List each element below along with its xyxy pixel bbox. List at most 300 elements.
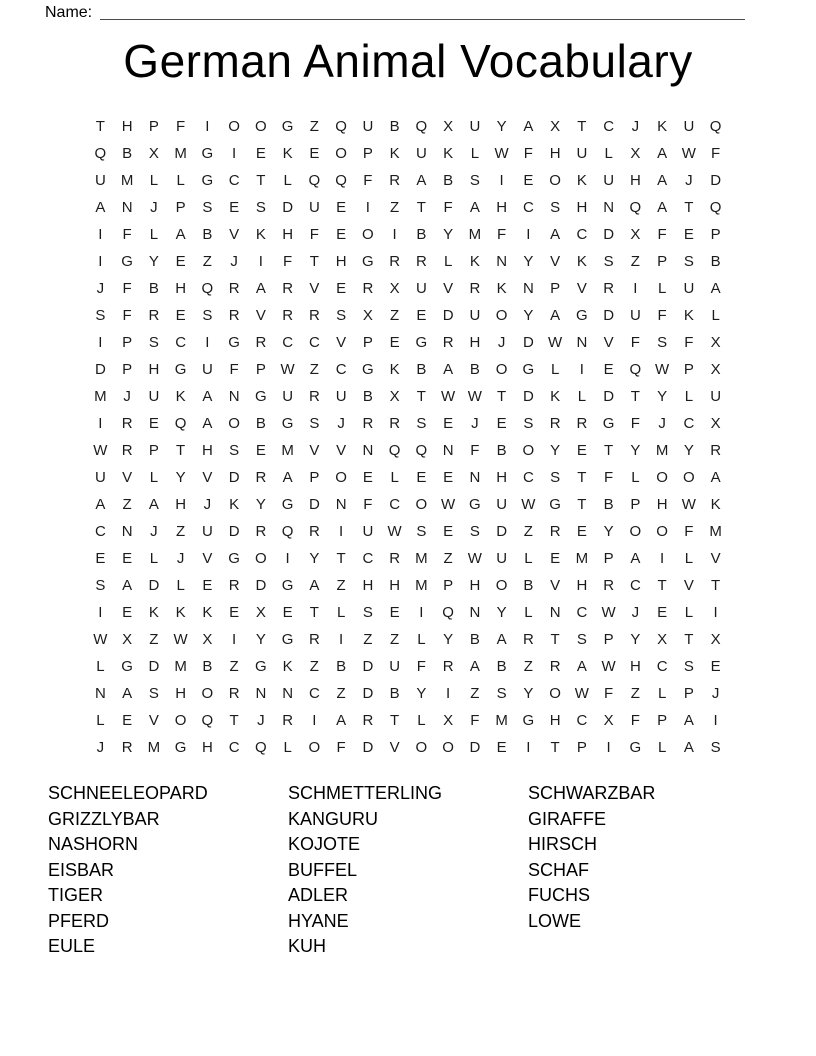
- grid-letter: V: [122, 469, 133, 486]
- grid-letter: R: [148, 307, 160, 324]
- grid-letter: O: [656, 523, 668, 540]
- grid-letter: Y: [683, 442, 694, 459]
- grid-letter: A: [309, 577, 320, 594]
- grid-letter: Y: [523, 307, 534, 324]
- grid-letter: R: [308, 523, 320, 540]
- grid-letter: T: [416, 388, 426, 405]
- grid-letter: M: [147, 739, 161, 756]
- grid-letter: B: [496, 658, 507, 675]
- grid-letter: R: [255, 469, 267, 486]
- grid-letter: F: [443, 199, 453, 216]
- grid-letter: D: [362, 658, 374, 675]
- grid-letter: A: [148, 496, 159, 513]
- grid-letter: R: [389, 415, 401, 432]
- grid-letter: A: [710, 469, 721, 486]
- grid-letter: Y: [523, 685, 534, 702]
- grid-letter: E: [576, 523, 587, 540]
- grid-letter: X: [630, 226, 641, 243]
- grid-letter: E: [175, 253, 186, 270]
- grid-letter: H: [175, 496, 187, 513]
- grid-letter: K: [202, 604, 213, 621]
- grid-letter: F: [122, 280, 132, 297]
- grid-letter: E: [282, 604, 293, 621]
- grid-letter: Z: [390, 631, 400, 648]
- grid-letter: M: [468, 226, 482, 243]
- grid-letter: F: [497, 226, 507, 243]
- grid-letter: G: [174, 739, 187, 756]
- grid-letter: T: [95, 118, 105, 135]
- grid-letter: C: [576, 226, 588, 243]
- grid-letter: E: [603, 361, 614, 378]
- word-list-item: GRIZZLYBAR: [48, 808, 160, 829]
- grid-letter: Q: [415, 442, 428, 459]
- grid-letter: J: [150, 199, 158, 216]
- grid-letter: B: [443, 172, 454, 189]
- grid-letter: D: [442, 307, 454, 324]
- grid-letter: X: [443, 712, 454, 729]
- word-list-item: EISBAR: [48, 859, 115, 880]
- grid-letter: V: [710, 550, 721, 567]
- grid-letter: Z: [149, 631, 159, 648]
- grid-letter: O: [308, 739, 321, 756]
- grid-letter: K: [229, 496, 240, 513]
- grid-letter: U: [308, 199, 320, 216]
- grid-letter: O: [255, 118, 267, 135]
- grid-letter: B: [496, 442, 507, 459]
- grid-letter: L: [283, 739, 292, 756]
- grid-letter: L: [524, 604, 533, 621]
- grid-letter: U: [496, 550, 508, 567]
- grid-letter: H: [389, 577, 401, 594]
- page-title: German Animal Vocabulary: [123, 35, 693, 87]
- grid-letter: K: [148, 604, 159, 621]
- grid-letter: H: [496, 469, 508, 486]
- grid-letter: K: [576, 172, 587, 189]
- grid-letter: H: [469, 334, 481, 351]
- grid-letter: W: [441, 388, 456, 405]
- grid-letter: L: [657, 739, 667, 756]
- grid-letter: Y: [496, 118, 507, 135]
- grid-letter: C: [228, 172, 240, 189]
- grid-letter: H: [629, 658, 641, 675]
- grid-letter: W: [548, 334, 563, 351]
- grid-letter: L: [336, 604, 346, 621]
- grid-letter: Q: [442, 604, 454, 621]
- grid-letter: A: [122, 685, 133, 702]
- grid-letter: W: [601, 604, 616, 621]
- grid-letter: F: [604, 685, 614, 702]
- grid-letter: S: [255, 199, 266, 216]
- word-list-item: LOWE: [528, 910, 582, 931]
- grid-letter: I: [392, 226, 397, 243]
- word-list-item: KOJOTE: [288, 834, 361, 854]
- grid-letter: M: [120, 172, 134, 189]
- grid-letter: H: [469, 577, 481, 594]
- grid-letter: E: [122, 604, 133, 621]
- grid-letter: Y: [630, 442, 641, 459]
- grid-letter: Z: [229, 658, 239, 675]
- grid-letter: Y: [443, 226, 454, 243]
- grid-letter: F: [176, 118, 186, 135]
- grid-letter: P: [148, 442, 159, 459]
- grid-letter: M: [174, 145, 187, 162]
- grid-letter: C: [522, 199, 534, 216]
- grid-letter: G: [121, 658, 133, 675]
- grid-letter: R: [282, 307, 294, 324]
- grid-letter: K: [255, 226, 266, 243]
- grid-letter: O: [549, 685, 561, 702]
- grid-letter: T: [577, 118, 587, 135]
- grid-letter: R: [710, 442, 722, 459]
- grid-letter: H: [201, 442, 213, 459]
- grid-letter: P: [122, 334, 133, 351]
- grid-letter: E: [389, 604, 400, 621]
- grid-letter: M: [415, 577, 428, 594]
- grid-letter: B: [389, 685, 400, 702]
- grid-letter: F: [523, 145, 533, 162]
- grid-letter: U: [201, 523, 213, 540]
- grid-letter: U: [629, 307, 641, 324]
- grid-letter: H: [549, 145, 561, 162]
- grid-letter: B: [202, 226, 213, 243]
- grid-letter: F: [604, 469, 614, 486]
- grid-letter: Q: [308, 172, 321, 189]
- grid-letter: J: [230, 253, 238, 270]
- grid-letter: A: [443, 361, 454, 378]
- grid-letter: A: [657, 172, 668, 189]
- grid-letter: Y: [443, 631, 454, 648]
- grid-letter: L: [96, 658, 105, 675]
- grid-letter: N: [335, 496, 347, 513]
- grid-letter: L: [470, 145, 480, 162]
- grid-letter: K: [469, 253, 480, 270]
- grid-letter: N: [549, 604, 561, 621]
- grid-letter: L: [684, 604, 694, 621]
- word-list-item: TIGER: [48, 885, 104, 905]
- grid-letter: G: [281, 496, 294, 513]
- grid-letter: C: [282, 334, 294, 351]
- grid-letter: S: [202, 307, 213, 324]
- grid-letter: O: [442, 739, 454, 756]
- grid-letter: Z: [523, 658, 533, 675]
- grid-letter: F: [416, 658, 426, 675]
- grid-letter: T: [336, 550, 346, 567]
- grid-letter: H: [629, 172, 641, 189]
- grid-letter: M: [174, 658, 187, 675]
- grid-letter: L: [149, 172, 159, 189]
- grid-letter: K: [496, 280, 507, 297]
- grid-letter: S: [469, 172, 480, 189]
- grid-letter: Z: [443, 550, 453, 567]
- grid-letter: R: [549, 415, 561, 432]
- grid-letter: X: [389, 280, 400, 297]
- grid-letter: V: [336, 442, 347, 459]
- grid-letter: E: [95, 550, 106, 567]
- grid-letter: T: [390, 712, 400, 729]
- grid-letter: B: [603, 496, 614, 513]
- grid-letter: H: [282, 226, 294, 243]
- grid-letter: D: [522, 388, 534, 405]
- grid-letter: G: [522, 361, 535, 378]
- grid-letter: G: [469, 496, 481, 513]
- grid-letter: K: [175, 604, 186, 621]
- word-list-item: KUH: [288, 936, 327, 956]
- grid-letter: R: [362, 280, 374, 297]
- grid-letter: A: [282, 469, 293, 486]
- grid-letter: E: [496, 415, 507, 432]
- grid-letter: W: [173, 631, 188, 648]
- grid-letter: T: [416, 199, 426, 216]
- grid-letter: W: [681, 145, 696, 162]
- grid-letter: Z: [309, 658, 319, 675]
- grid-letter: I: [232, 631, 237, 648]
- grid-letter: N: [603, 199, 615, 216]
- grid-letter: T: [684, 199, 694, 216]
- grid-letter: R: [522, 631, 534, 648]
- grid-letter: U: [496, 496, 508, 513]
- grid-letter: L: [443, 253, 453, 270]
- word-list-item: HIRSCH: [528, 834, 598, 854]
- grid-letter: X: [362, 307, 373, 324]
- grid-letter: E: [148, 415, 159, 432]
- grid-letter: Z: [390, 199, 400, 216]
- grid-letter: A: [683, 739, 694, 756]
- grid-letter: J: [176, 550, 185, 567]
- grid-letter: R: [255, 334, 267, 351]
- grid-letter: R: [549, 523, 561, 540]
- grid-letter: F: [684, 523, 694, 540]
- grid-letter: O: [495, 577, 508, 594]
- grid-letter: F: [229, 361, 239, 378]
- grid-letter: U: [683, 280, 695, 297]
- grid-letter: C: [308, 685, 320, 702]
- grid-letter: S: [576, 631, 587, 648]
- grid-letter: T: [604, 442, 614, 459]
- grid-letter: H: [576, 199, 588, 216]
- grid-letter: L: [657, 685, 667, 702]
- grid-letter: J: [658, 415, 666, 432]
- grid-letter: M: [281, 442, 294, 459]
- grid-letter: I: [526, 739, 531, 756]
- grid-letter: H: [656, 496, 668, 513]
- grid-letter: U: [469, 307, 481, 324]
- grid-letter: J: [471, 415, 479, 432]
- grid-letter: S: [469, 523, 480, 540]
- grid-letter: S: [523, 415, 534, 432]
- grid-letter: B: [416, 361, 427, 378]
- grid-letter: B: [362, 388, 373, 405]
- grid-letter: L: [631, 469, 640, 486]
- grid-letter: T: [176, 442, 186, 459]
- grid-letter: G: [522, 712, 535, 729]
- grid-letter: I: [339, 631, 344, 648]
- grid-letter: Y: [309, 550, 320, 567]
- grid-letter: A: [657, 199, 668, 216]
- grid-letter: H: [121, 118, 133, 135]
- grid-letter: F: [283, 253, 293, 270]
- grid-letter: N: [255, 685, 267, 702]
- grid-letter: O: [683, 469, 695, 486]
- grid-letter: C: [522, 469, 534, 486]
- grid-letter: Z: [202, 253, 212, 270]
- grid-letter: I: [446, 685, 451, 702]
- grid-letter: X: [710, 415, 721, 432]
- grid-letter: Z: [363, 631, 373, 648]
- grid-letter: Z: [336, 577, 346, 594]
- grid-letter: O: [549, 172, 561, 189]
- grid-letter: S: [336, 307, 347, 324]
- grid-letter: Q: [174, 415, 187, 432]
- grid-letter: H: [148, 361, 160, 378]
- grid-letter: R: [308, 388, 320, 405]
- grid-letter: Z: [336, 685, 346, 702]
- grid-letter: E: [229, 604, 240, 621]
- grid-letter: I: [205, 118, 210, 135]
- grid-letter: O: [495, 307, 508, 324]
- grid-letter: D: [362, 685, 374, 702]
- grid-letter: E: [443, 469, 454, 486]
- grid-letter: Y: [255, 631, 266, 648]
- grid-letter: A: [683, 712, 694, 729]
- grid-letter: F: [657, 226, 667, 243]
- grid-letter: B: [202, 658, 213, 675]
- grid-letter: R: [389, 253, 401, 270]
- grid-letter: T: [309, 604, 319, 621]
- grid-letter: N: [469, 604, 481, 621]
- grid-letter: X: [202, 631, 213, 648]
- word-list-column-1: [48, 781, 208, 960]
- grid-letter: G: [281, 631, 294, 648]
- grid-letter: G: [255, 658, 267, 675]
- word-list-item: SCHAF: [528, 859, 590, 880]
- grid-letter: F: [630, 415, 640, 432]
- grid-letter: R: [362, 415, 374, 432]
- grid-letter: B: [336, 658, 347, 675]
- grid-letter: O: [228, 118, 240, 135]
- grid-letter: J: [711, 685, 720, 702]
- grid-letter: F: [336, 739, 346, 756]
- grid-letter: I: [713, 604, 718, 621]
- grid-letter: Z: [122, 496, 132, 513]
- grid-letter: T: [256, 172, 266, 189]
- grid-letter: T: [550, 739, 560, 756]
- grid-letter: B: [148, 280, 159, 297]
- grid-letter: R: [389, 172, 401, 189]
- grid-letter: A: [202, 388, 213, 405]
- grid-letter: L: [550, 361, 560, 378]
- grid-letter: K: [389, 361, 400, 378]
- grid-letter: M: [709, 523, 722, 540]
- grid-letter: X: [657, 631, 668, 648]
- grid-letter: F: [122, 307, 132, 324]
- word-list-item: GIRAFFE: [528, 808, 607, 829]
- grid-letter: A: [710, 280, 721, 297]
- word-list-item: ADLER: [288, 885, 349, 905]
- grid-letter: I: [713, 712, 718, 729]
- grid-letter: J: [123, 388, 131, 405]
- grid-letter: V: [336, 334, 347, 351]
- grid-letter: V: [309, 442, 320, 459]
- grid-letter: T: [577, 469, 587, 486]
- grid-letter: I: [419, 604, 424, 621]
- grid-letter: L: [390, 469, 399, 486]
- name-blank-line: [100, 2, 745, 20]
- name-label: Name:: [45, 4, 93, 21]
- word-list-item: FUCHS: [528, 885, 590, 905]
- grid-letter: M: [655, 442, 669, 459]
- grid-letter: I: [232, 145, 237, 162]
- grid-letter: O: [522, 442, 535, 459]
- grid-letter: G: [415, 334, 428, 351]
- grid-letter: O: [656, 469, 668, 486]
- grid-letter: R: [549, 658, 561, 675]
- grid-letter: H: [496, 199, 508, 216]
- grid-letter: R: [308, 307, 320, 324]
- grid-letter: E: [496, 739, 507, 756]
- name-row: [45, 2, 745, 22]
- grid-letter: T: [550, 631, 560, 648]
- grid-letter: Y: [603, 523, 614, 540]
- grid-letter: F: [470, 442, 480, 459]
- grid-letter: S: [550, 469, 561, 486]
- grid-letter: T: [577, 496, 587, 513]
- grid-letter: C: [175, 334, 187, 351]
- grid-letter: A: [95, 496, 106, 513]
- grid-letter: G: [201, 145, 214, 162]
- grid-letter: F: [630, 334, 640, 351]
- grid-letter: S: [202, 199, 213, 216]
- grid-letter: C: [94, 523, 106, 540]
- grid-letter: O: [255, 550, 267, 567]
- grid-letter: V: [550, 577, 561, 594]
- grid-letter: U: [362, 118, 374, 135]
- grid-letter: Q: [415, 118, 428, 135]
- grid-letter: V: [683, 577, 694, 594]
- grid-letter: V: [202, 469, 213, 486]
- grid-letter: D: [603, 388, 615, 405]
- grid-letter: Z: [523, 523, 533, 540]
- grid-letter: Z: [470, 685, 480, 702]
- grid-letter: T: [497, 388, 507, 405]
- grid-letter: Y: [550, 442, 561, 459]
- grid-letter: L: [657, 280, 667, 297]
- grid-letter: V: [603, 334, 614, 351]
- grid-letter: J: [631, 604, 640, 621]
- grid-letter: G: [281, 118, 294, 135]
- grid-letter: P: [175, 199, 186, 216]
- grid-letter: F: [122, 226, 132, 243]
- grid-letter: X: [630, 145, 641, 162]
- grid-letter: A: [255, 280, 266, 297]
- grid-letter: S: [550, 199, 561, 216]
- grid-letter: W: [93, 631, 108, 648]
- grid-letter: R: [228, 280, 240, 297]
- grid-letter: I: [285, 550, 290, 567]
- grid-letter: I: [526, 226, 531, 243]
- grid-letter: Y: [255, 496, 266, 513]
- grid-letter: R: [469, 280, 481, 297]
- grid-letter: E: [229, 199, 240, 216]
- grid-letter: P: [683, 361, 694, 378]
- grid-letter: A: [336, 712, 347, 729]
- grid-letter: L: [149, 550, 159, 567]
- grid-letter: O: [335, 469, 347, 486]
- grid-letter: P: [630, 496, 641, 513]
- grid-letter: Z: [176, 523, 186, 540]
- grid-letter: K: [550, 388, 561, 405]
- grid-letter: B: [255, 415, 266, 432]
- grid-letter: C: [603, 118, 615, 135]
